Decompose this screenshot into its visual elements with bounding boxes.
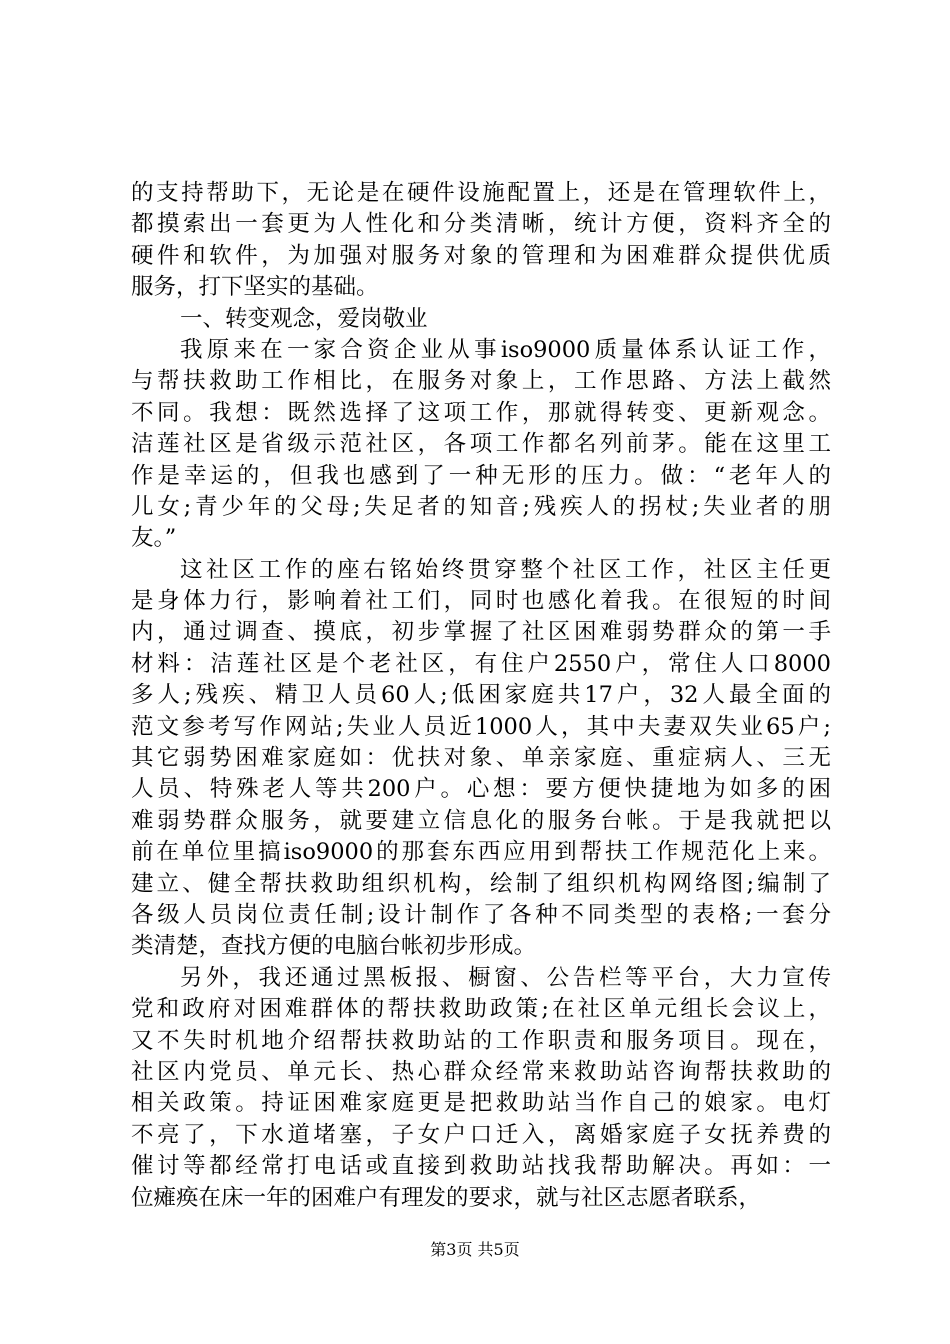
text-line: 材料：洁莲社区是个老社区，有住户2550户，常住人口8000 [131, 650, 831, 677]
text-line: 的支持帮助下，无论是在硬件设施配置上，还是在管理软件上， [131, 180, 831, 206]
paragraph [131, 304, 831, 335]
page-footer [0, 1240, 950, 1260]
text-line: 洁莲社区是省级示范社区，各项工作都名列前茅。能在这里工 [131, 431, 831, 458]
text-line: 我原来在一家合资企业从事iso9000质量体系认证工作， [180, 336, 831, 363]
paragraph [131, 178, 831, 304]
text-line: 友。” [131, 525, 177, 552]
page-number-label: 第3页 共5页 [430, 1240, 520, 1259]
text-line: 另外，我还通过黑板报、橱窗、公告栏等平台，大力宣传 [180, 964, 831, 991]
text-line: 内，通过调查、摸底，初步掌握了社区困难弱势群众的第一手 [131, 619, 831, 646]
text-line: 人员、特殊老人等共200户。心想：要方便快捷地为如多的困 [131, 776, 831, 803]
text-line: 其它弱势困难家庭如：优扶对象、单亲家庭、重症病人、三无 [131, 745, 831, 772]
text-line: 范文参考写作网站;失业人员近1000人，其中夫妻双失业65户; [131, 713, 831, 740]
text-line: 作是幸运的，但我也感到了一种无形的压力。做：“老年人的 [131, 462, 831, 489]
text-line: 建立、健全帮扶救助组织机构，绘制了组织机构网络图;编制了 [131, 870, 831, 897]
text-line: 是身体力行，影响着社工们，同时也感化着我。在很短的时间 [131, 588, 831, 615]
text-line: 不同。我想：既然选择了这项工作，那就得转变、更新观念。 [131, 399, 831, 426]
document-body [131, 178, 831, 1214]
text-line: 又不失时机地介绍帮扶救助站的工作职责和服务项目。现在， [131, 1027, 831, 1054]
paragraph [131, 555, 831, 963]
text-line: 难弱势群众服务，就要建立信息化的服务台帐。于是我就把以 [131, 807, 831, 834]
text-line: 都摸索出一套更为人性化和分类清晰，统计方便，资料齐全的 [131, 211, 831, 238]
paragraph [131, 963, 831, 1214]
text-line: 这社区工作的座右铭始终贯穿整个社区工作，社区主任更 [180, 556, 831, 583]
text-line: 服务，打下坚实的基础。 [131, 274, 379, 301]
text-line: 相关政策。持证困难家庭更是把救助站当作自己的娘家。电灯 [131, 1090, 831, 1117]
text-line: 硬件和软件，为加强对服务对象的管理和为困难群众提供优质 [131, 242, 831, 269]
text-line: 社区内党员、单元长、热心群众经常来救助站咨询帮扶救助的 [131, 1058, 831, 1085]
text-line: 党和政府对困难群体的帮扶救助政策;在社区单元组长会议上， [131, 996, 831, 1023]
text-line: 多人;残疾、精卫人员60人;低困家庭共17户，32人最全面的 [131, 682, 831, 709]
text-line: 前在单位里搞iso9000的那套东西应用到帮扶工作规范化上来。 [131, 839, 831, 866]
text-line: 一、转变观念，爱岗敬业 [180, 305, 428, 332]
text-line: 不亮了，下水道堵塞，子女户口迁入，离婚家庭子女抚养费的 [131, 1121, 831, 1148]
text-line: 与帮扶救助工作相比，在服务对象上，工作思路、方法上截然 [131, 368, 831, 395]
text-line: 儿女;青少年的父母;失足者的知音;残疾人的拐杖;失业者的朋 [131, 493, 831, 520]
paragraph [131, 335, 831, 555]
text-line: 催讨等都经常打电话或直接到救助站找我帮助解决。再如：一 [131, 1153, 831, 1180]
text-line: 位瘫痪在床一年的困难户有理发的要求，就与社区志愿者联系， [131, 1184, 762, 1211]
text-line: 类清楚，查找方便的电脑台帐初步形成。 [131, 933, 537, 960]
text-line: 各级人员岗位责任制;设计制作了各种不同类型的表格;一套分 [131, 901, 831, 928]
